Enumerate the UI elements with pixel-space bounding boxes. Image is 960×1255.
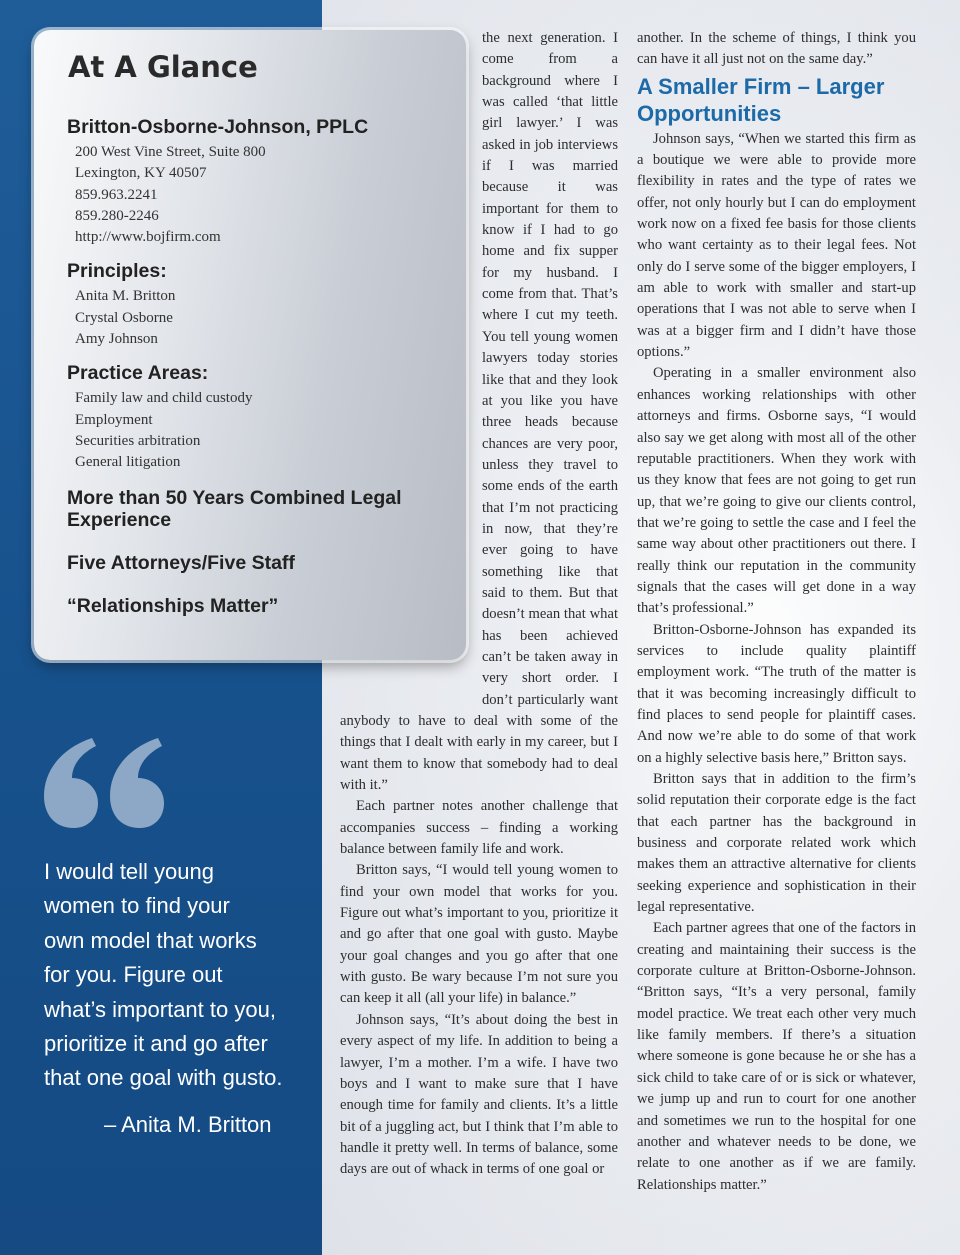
column-wrap-spacer [340,28,482,700]
article-column-3 [637,28,916,1196]
firm-city-line: Lexington, KY 40507 [75,165,207,182]
article-paragraph: Britton says that in addition to the firm’s solid reputation their corporate edge is the fact that each partner has the background in business and corporate related work which makes them an attractive alternative for clients seeking experience and sophistication in their legal representative. [637,771,916,916]
motto-heading: “Relationships Matter” [67,594,279,617]
firm-phone-2: 859.280-2246 [75,207,159,224]
pull-quote-line: what’s important to you, [44,996,276,1022]
pull-quote-line: that one goal with gusto. [44,1065,283,1091]
article-paragraph: another. In the scheme of things, I think you can have it all just not on the same day.” [637,30,916,68]
article-paragraph: Operating in a smaller environment also enhances working relationships with other attorneys and firms. Osborne says, “I would also say we get along with most all of the other reputable practitioners. When they work with us they know that fees are not going to get run up, that we’re going to give our clients control, that we’re going to settle the case and I feel the same way about other practitioners out there. I really think our reputation in the community signals that the cases will get done in a way that’s professional.” [637,365,916,617]
principle-name: Amy Johnson [75,331,158,348]
pull-quote [44,855,314,1096]
at-a-glance-title: At A Glance [68,50,258,84]
article-paragraph: Each partner agrees that one of the factors in creating and maintaining their success is the corporate culture at Britton-Osborne-Johnson. “Britton says, “It’s a very personal, family model practice. We treat each other very much like family members. If there’s a situation where someone is gone because he or she has a sick child to take care of or is sick or whatever, we jump up and run to court for one another and sometimes we run to the hospital for one another and whatever needs to be done, we relate to one another as if we are family. Relationships matter.” [637,920,916,1193]
practice-areas-heading: Practice Areas: [67,362,209,385]
practice-area: Securities arbitration [75,432,201,449]
article-paragraph: Britton-Osborne-Johnson has expanded its services to include quality plaintiff employment work. “The truth of the matter is that it was becoming increasingly difficult to find places to send people for plaintiff cases. And now we’re able to do some of that work on a highly selective basis here,” Britton says. [637,621,916,766]
pull-quote-line: women to find your [44,893,230,919]
quote-mark-icon [40,718,170,848]
article-paragraph: Johnson says, “It’s about doing the best in every aspect of my life. In addition to being a lawyer, I’m a mother. I’m a wife. I have two boys and I want to make sure that I have enough time for family and clients. It’s a little bit of a juggling act, but I think that I’m able to handle it pretty well. In terms of balance, some days are out of whack in terms of one goal or [340,1011,618,1178]
section-subheading: A Smaller Firm – Larger Opportunities [637,73,885,126]
principle-name: Anita M. Britton [75,288,176,305]
firm-phone-1: 859.963.2241 [75,186,158,203]
article-column-2 [340,28,618,1181]
pull-quote-line: own model that works [44,927,257,953]
practice-area: Employment [75,411,153,428]
principle-name: Crystal Osborne [75,309,173,326]
article-paragraph: Each partner notes another challenge that accompanies success – finding a working balance between family life and work. [340,798,618,858]
practice-area: Family law and child custody [75,390,253,407]
article-paragraph: Johnson says, “When we started this firm as a boutique we were able to provide more flexibility in rates and the type of rates we offer, not only hourly but I can do employment work now on a fixed fee basis for those clients who want certainty as to their legal fees. Not only do I serve some of the bigger employers, I am able to work with smaller and start-up operations that I was not able to serve when I was at a bigger firm and I didn’t have those options.” [637,130,916,361]
firm-website: http://www.bojfirm.com [75,229,221,246]
staff-heading: Five Attorneys/Five Staff [67,551,295,574]
article-paragraph: the next generation. I come from a background where I was called ‘that little girl lawyer.’ I was asked in job interviews if I was married because it was important for them to know if I had to go home and fix supper for my husband. I come from that. That’s where I cut my teeth. You tell young women lawyers today stories like that and they look at you like you have three heads because chances are very poor, unless they travel to some ends of the earth that I’m not practicing in now, that they’re ever going to have something like that said to them. But that doesn’t mean that what has been achieved can’t be taken away in very short order. I don’t particularly want anybody to have to deal with some of the things that I dealt with early in my career, but I want them to know that somebody had to deal with it.” [340,30,618,794]
experience-heading: More than 50 Years Combined Legal Experience [67,486,402,531]
pull-quote-line: I would tell young [44,859,214,884]
pull-quote-line: for you. Figure out [44,962,223,988]
firm-name: Britton-Osborne-Johnson, PPLC [67,116,369,138]
practice-area: General litigation [75,454,181,471]
principles-heading: Principles: [67,260,167,283]
pull-quote-line: prioritize it and go after [44,1031,268,1057]
firm-address-line: 200 West Vine Street, Suite 800 [75,144,266,160]
article-paragraph: Britton says, “I would tell young women to find your own model that works for you. Figure out what’s important to you, prioritize it and go after that one goal with gusto. Maybe your goal changes and you go after that one with gusto. Be wary because I’m not sure you can keep it all (all your life) in balance.” [340,862,618,1007]
pull-quote-attribution: – Anita M. Britton [104,1112,272,1137]
